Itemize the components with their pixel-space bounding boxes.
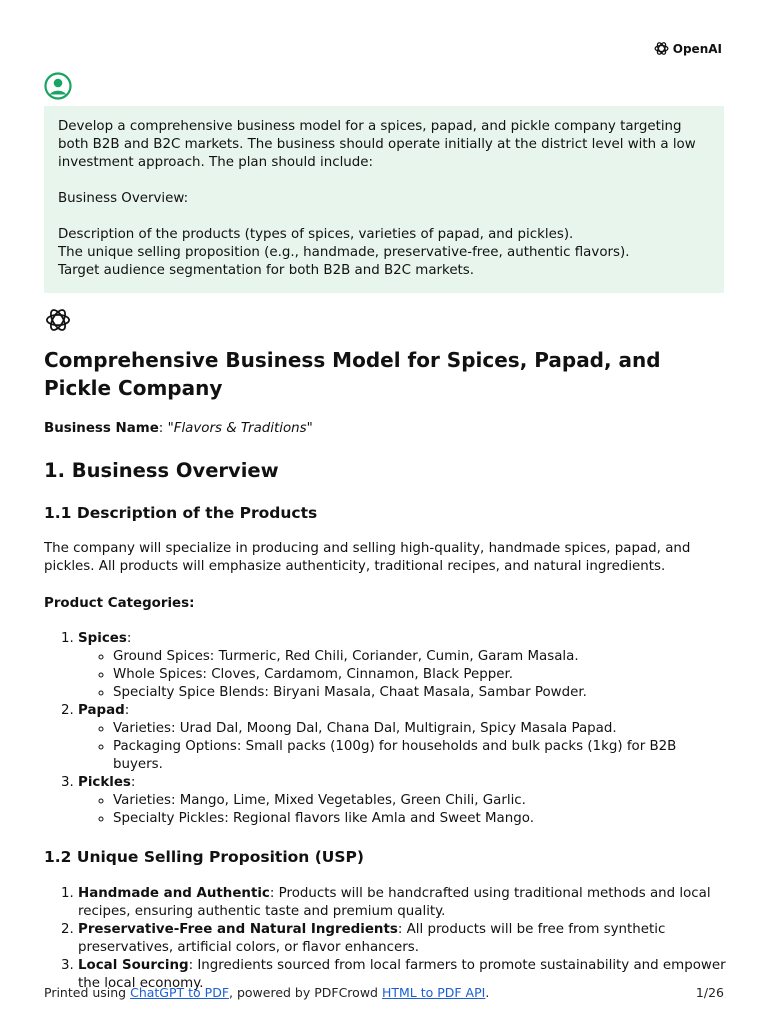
section-usp: 1.2 Unique Selling Proposition (USP) [44, 848, 364, 866]
usp-label: Local Sourcing [78, 958, 189, 973]
section-business-overview: 1. Business Overview [44, 459, 279, 482]
prompt-line-2: The unique selling proposition (e.g., handmade, preservative-free, authentic flavors). [58, 245, 630, 260]
business-name-line [44, 420, 728, 438]
product-categories-list [44, 630, 728, 828]
category-items [78, 648, 728, 702]
html-to-pdf-api-link[interactable]: HTML to PDF API [381, 985, 486, 1000]
assistant-response [44, 346, 728, 993]
usp-label: Handmade and Authentic [78, 886, 270, 901]
list-item: ◦ Specialty Pickles: Regional flavors like Amla and Sweet Mango. [113, 810, 728, 828]
category-separator: : [126, 631, 132, 646]
openai-brand-text: OpenAI [672, 41, 722, 56]
category-separator: : [130, 775, 136, 790]
footer-text: . [485, 985, 490, 1000]
category-pickles [78, 774, 728, 828]
category-separator: : [124, 703, 130, 718]
user-prompt-box [44, 106, 724, 293]
products-description: The company will specialize in producing and selling high-quality, handmade spices, papad, and pickles. All products will emphasize authenticity, traditional recipes, and natural ingredients. [44, 541, 691, 574]
openai-logo-icon [653, 40, 670, 57]
openai-header-logo [653, 40, 722, 57]
usp-item [78, 921, 728, 957]
prompt-intro: Develop a comprehensive business model for a spices, papad, and pickle company targeting both B2B and B2C markets. The business should operate initially at the district level with a low investment approach. The plan should include: [58, 119, 696, 170]
category-spices [78, 630, 728, 702]
section-description-products: 1.1 Description of the Products [44, 504, 318, 522]
list-item: ◦ Specialty Spice Blends: Biryani Masala, Chaat Masala, Sambar Powder. [113, 684, 728, 702]
list-item: ◦ Varieties: Mango, Lime, Mixed Vegetables, Green Chili, Garlic. [113, 792, 728, 810]
footer-text: Printed using [44, 985, 131, 1000]
list-item: ◦ Whole Spices: Cloves, Cardamom, Cinnamon, Black Pepper. [113, 666, 728, 684]
category-papad [78, 702, 728, 774]
usp-item [78, 885, 728, 921]
page-footer [44, 985, 724, 1000]
list-item: ◦ Varieties: Urad Dal, Moong Dal, Chana Dal, Multigrain, Spicy Masala Papad. [113, 720, 728, 738]
response-title: Comprehensive Business Model for Spices, Papad, and Pickle Company [44, 348, 661, 400]
business-name-separator: : [158, 421, 168, 436]
product-categories-label: Product Categories: [44, 596, 195, 611]
usp-text: : All products will be free from synthetic preservatives, artificial colors, or flavor enhancers. [78, 922, 666, 955]
usp-text: : Ingredients sourced from local farmers to promote sustainability and empower the local economy. [78, 958, 726, 991]
usp-label: Preservative-Free and Natural Ingredients [78, 922, 398, 937]
list-item: ◦ Ground Spices: Turmeric, Red Chili, Coriander, Cumin, Garam Masala. [113, 648, 728, 666]
business-name-value: "Flavors & Traditions" [167, 421, 313, 436]
category-name: Spices [78, 631, 127, 646]
category-name: Pickles [78, 775, 131, 790]
chatgpt-to-pdf-link[interactable]: ChatGPT to PDF [130, 985, 230, 1000]
user-avatar-icon [44, 72, 72, 100]
prompt-line-1: Description of the products (types of spices, varieties of papad, and pickles). [58, 227, 574, 242]
category-items [78, 792, 728, 828]
category-name: Papad [78, 703, 125, 718]
assistant-openai-icon [44, 306, 72, 334]
list-item: ◦ Packaging Options: Small packs (100g) for households and bulk packs (1kg) for B2B buyers. [113, 738, 728, 774]
usp-list [44, 885, 728, 993]
business-name-label: Business Name [44, 421, 159, 436]
page-number: 1/26 [695, 985, 724, 1000]
prompt-line-3: Target audience segmentation for both B2B and B2C markets. [58, 263, 475, 278]
footer-text: , powered by PDFCrowd [229, 985, 382, 1000]
category-items [78, 720, 728, 774]
prompt-overview-label: Business Overview: [58, 191, 189, 206]
footer-credit [44, 985, 489, 1000]
usp-text: : Products will be handcrafted using traditional methods and local recipes, ensuring authentic taste and premium quality. [78, 886, 711, 919]
